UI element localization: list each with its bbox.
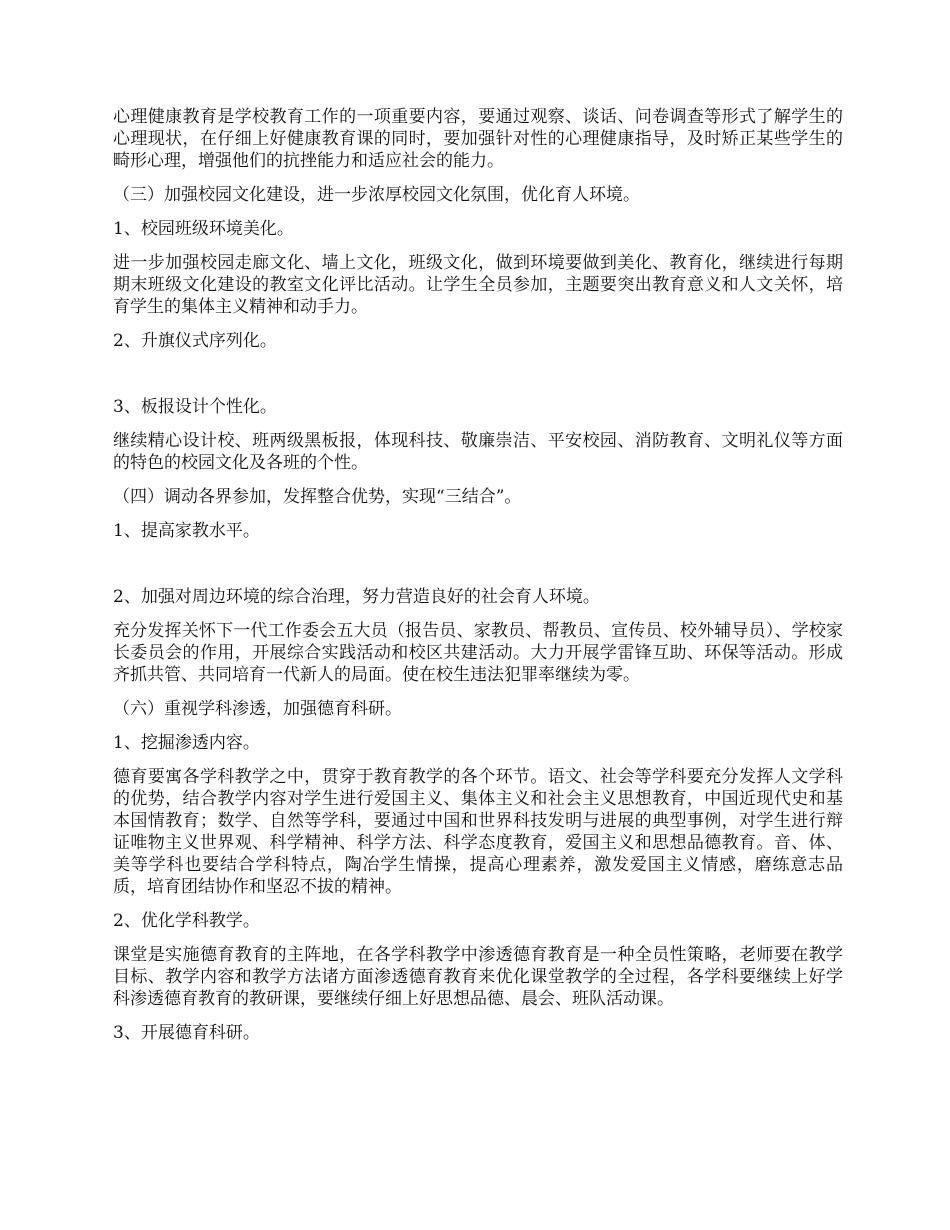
section-heading-campus-culture: （三）加强校园文化建设，进一步浓厚校园文化氛围，优化育人环境。 [113,185,640,205]
paragraph-environment-governance: 充分发挥关怀下一代工作委会五大员（报告员、家教员、帮教员、宣传员、校外辅导员）、学校家长委员会的作用，开展综合实践活动和校区共建活动。大力开展学雷锋互助、环保等活动。形成齐抓共管、共同培育一代新人的局面。使在校生违法犯罪率继续为零。 [113,621,843,685]
item-heading-class-environment: 1、校园班级环境美化。 [113,219,294,239]
item-heading-blackboard-design: 3、板报设计个性化。 [113,397,277,417]
paragraph-optimize-teaching: 课堂是实施德育教育的主阵地，在各学科教学中渗透德育教育是一种全员性策略，老师要在教学目标、教学内容和教学方法诸方面渗透德育教育来优化课堂教学的全过程，各学科要继续上好学科渗透德育教育的教研课，要继续仔细上好思想品德、晨会、班队活动课。 [113,945,843,1009]
item-heading-optimize-teaching: 2、优化学科教学。 [113,911,260,931]
paragraph-integration-content: 德育要寓各学科教学之中，贯穿于教育教学的各个环节。语文、社会等学科要充分发挥人文学科的优势，结合教学内容对学生进行爱国主义、集体主义和社会主义思想教育，中国近现代史和基本国情教育；数学、自然等学科，要通过中国和世界科技发明与进展的典型事例，对学生进行辩证唯物主义世界观、科学精神、科学方法、科学态度教育，爱国主义和思想品德教育。音、体、美等学科也要结合学科特点，陶冶学生情操，提高心理素养，激发爱国主义情感，磨练意志品质，培育团结协作和坚忍不拔的精神。 [113,767,843,897]
paragraph-mental-health: 心理健康教育是学校教育工作的一项重要内容，要通过观察、谈话、问卷调查等形式了解学生的心理现状，在仔细上好健康教育课的同时，要加强针对性的心理健康指导，及时矫正某些学生的畸形心理，增强他们的抗挫能力和适应社会的能力。 [113,107,843,171]
section-heading-subject-integration: （六）重视学科渗透，加强德育科研。 [113,699,402,719]
item-heading-integration-content: 1、挖掘渗透内容。 [113,733,260,753]
item-heading-moral-research: 3、开展德育科研。 [113,1023,260,1043]
paragraph-blackboard-design: 继续精心设计校、班两级黑板报，体现科技、敬廉崇洁、平安校园、消防教育、文明礼仪等方面的特色的校园文化及各班的个性。 [113,431,843,473]
paragraph-class-environment: 进一步加强校园走廊文化、墙上文化，班级文化，做到环境要做到美化、教育化，继续进行每期期末班级文化建设的教室文化评比活动。让学生全员参加，主题要突出教育意义和人文关怀，培育学生的集体主义精神和动手力。 [113,253,843,317]
document-body [113,106,843,1056]
section-heading-three-combinations: （四）调动各界参加，发挥整合优势，实现“三结合”。 [113,487,522,507]
item-heading-flag-ceremony: 2、升旗仪式序列化。 [113,331,277,351]
item-heading-family-education: 1、提高家教水平。 [113,521,260,541]
item-heading-environment-governance: 2、加强对周边环境的综合治理，努力营造良好的社会育人环境。 [113,587,600,607]
